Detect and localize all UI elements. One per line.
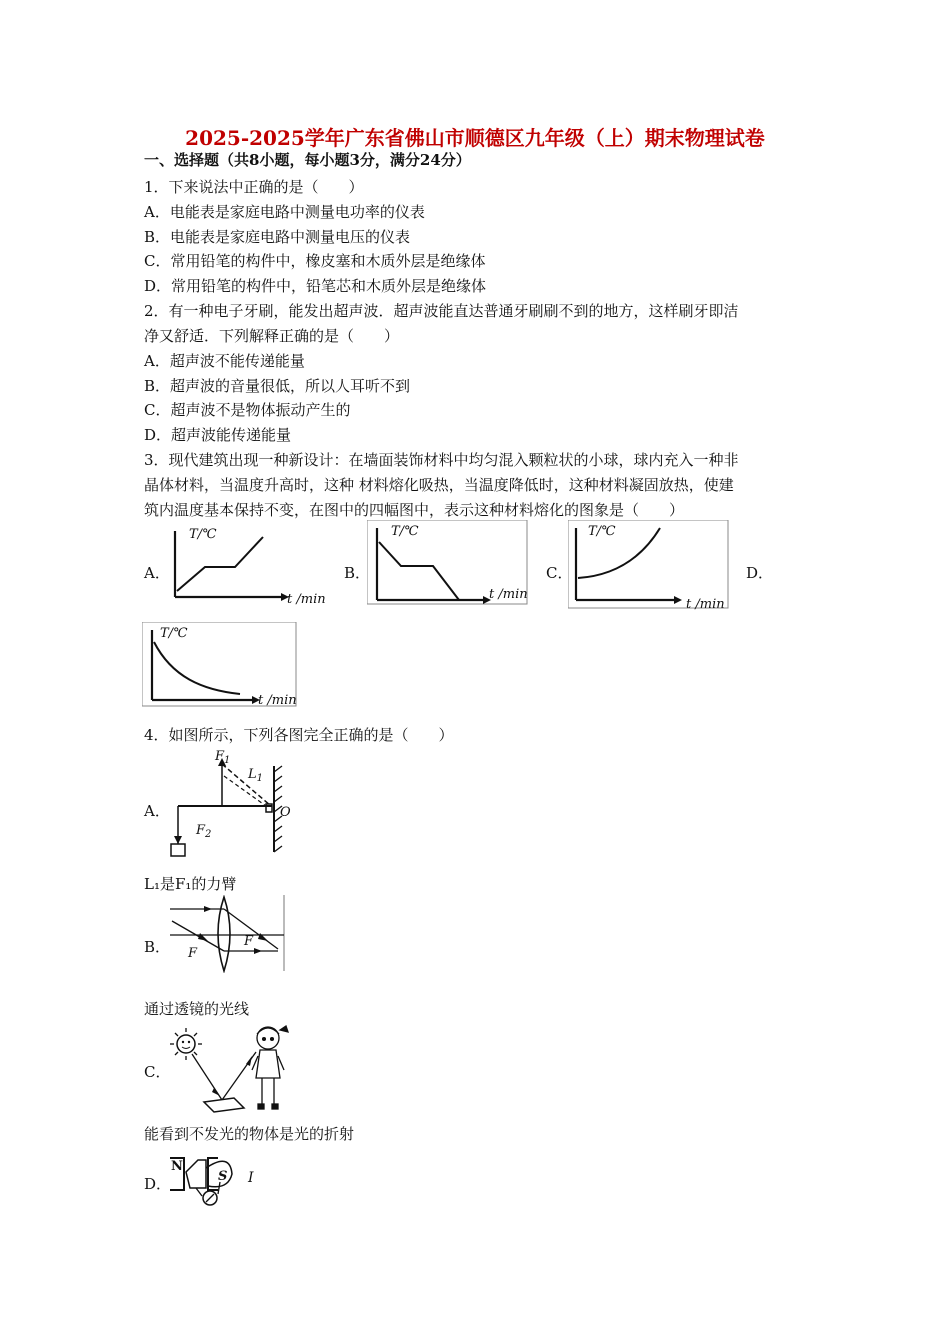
q4-figure-c-reflection[interactable]: [168, 1022, 294, 1116]
q4-figure-b-lens[interactable]: [166, 895, 288, 973]
svg-text:F: F: [244, 934, 254, 949]
svg-text:t /min: t /min: [489, 587, 528, 602]
q3-option-d-label[interactable]: D．: [746, 564, 774, 582]
q3-stem-line1: 3．现代建筑出现一种新设计：在墙面装饰材料中均匀混入颗粒状的小球，球内充入一种非: [144, 451, 739, 469]
svg-text:S: S: [218, 1169, 228, 1184]
q3-stem-line2: 晶体材料，当温度升高时，这种 材料熔化吸热，当温度降低时，这种材料凝固放热，使建: [144, 476, 734, 494]
q4-figure-d-generator[interactable]: [168, 1152, 264, 1208]
q2-stem-line2: 净又舒适．下列解释正确的是（ ）: [144, 327, 400, 345]
q4-caption-c: 能看到不发光的物体是光的折射: [144, 1125, 355, 1143]
svg-text:T/℃: T/℃: [391, 524, 419, 539]
q2-option-c[interactable]: C．超声波不是物体振动产生的: [144, 401, 351, 419]
q3-option-c-label[interactable]: C．: [546, 564, 573, 582]
svg-text:t /min: t /min: [258, 693, 297, 708]
exam-title: 2025-2025学年广东省佛山市顺德区九年级（上）期末物理试卷: [185, 126, 765, 150]
svg-text:T/℃: T/℃: [588, 524, 616, 539]
q3-option-b-label[interactable]: B．: [344, 564, 371, 582]
q2-option-a[interactable]: A．超声波不能传递能量: [144, 352, 305, 370]
svg-text:F2: $F_2$: [196, 823, 212, 840]
svg-text:F: F: [188, 946, 198, 961]
q1-option-c[interactable]: C．常用铅笔的构件中，橡皮塞和木质外层是绝缘体: [144, 252, 486, 270]
q4-caption-a: L₁是F₁的力臂: [144, 875, 237, 893]
q3-stem-line3: 筑内温度基本保持不变，在图中的四幅图中，表示这种材料熔化的图象是（ ）: [144, 501, 685, 519]
q2-stem-line1: 2．有一种电子牙刷，能发出超声波．超声波能直达普通牙刷刷不到的地方，这样刷牙即洁: [144, 302, 739, 320]
q3-graph-a[interactable]: [165, 525, 327, 605]
sun-icon: [170, 1028, 202, 1060]
svg-text:T/℃: T/℃: [189, 527, 217, 542]
q4-caption-b: 通过透镜的光线: [144, 1000, 250, 1018]
q3-graph-b[interactable]: [367, 520, 529, 606]
q1-option-d[interactable]: D．常用铅笔的构件中，铅笔芯和木质外层是绝缘体: [144, 277, 487, 295]
section-heading: 一、选择题（共8小题，每小题3分，满分24分）: [144, 151, 471, 169]
svg-text:t /min: t /min: [686, 597, 725, 612]
q4-option-b-label[interactable]: B．: [144, 938, 171, 956]
q4-figure-a-lever[interactable]: [168, 748, 296, 860]
q4-option-c-label[interactable]: C．: [144, 1063, 171, 1081]
q4-option-a-label[interactable]: A．: [144, 802, 170, 820]
svg-text:F1: $F_1$: [215, 749, 231, 766]
q3-graph-c[interactable]: [568, 520, 730, 612]
q2-option-d[interactable]: D．超声波能传递能量: [144, 426, 292, 444]
svg-text:t /min: t /min: [287, 592, 326, 605]
q4-option-d-label[interactable]: D．: [144, 1175, 172, 1193]
q1-option-a[interactable]: A．电能表是家庭电路中测量电功率的仪表: [144, 203, 425, 221]
svg-text:T/℃: T/℃: [160, 626, 188, 641]
q2-option-b[interactable]: B．超声波的音量很低，所以人耳听不到: [144, 377, 411, 395]
svg-text:O: O: [280, 805, 291, 820]
q4-stem: 4．如图所示，下列各图完全正确的是（ ）: [144, 726, 454, 744]
svg-text:L1: $L_1$: [248, 767, 264, 784]
q1-option-b[interactable]: B．电能表是家庭电路中测量电压的仪表: [144, 228, 411, 246]
svg-text:I: I: [248, 1170, 254, 1186]
girl-figure-icon: [252, 1026, 288, 1109]
q3-option-a-label[interactable]: A．: [144, 564, 170, 582]
q3-graph-d[interactable]: [142, 622, 300, 708]
q1-stem: 1．下来说法中正确的是（ ）: [144, 178, 364, 196]
svg-text:N: N: [171, 1159, 183, 1174]
